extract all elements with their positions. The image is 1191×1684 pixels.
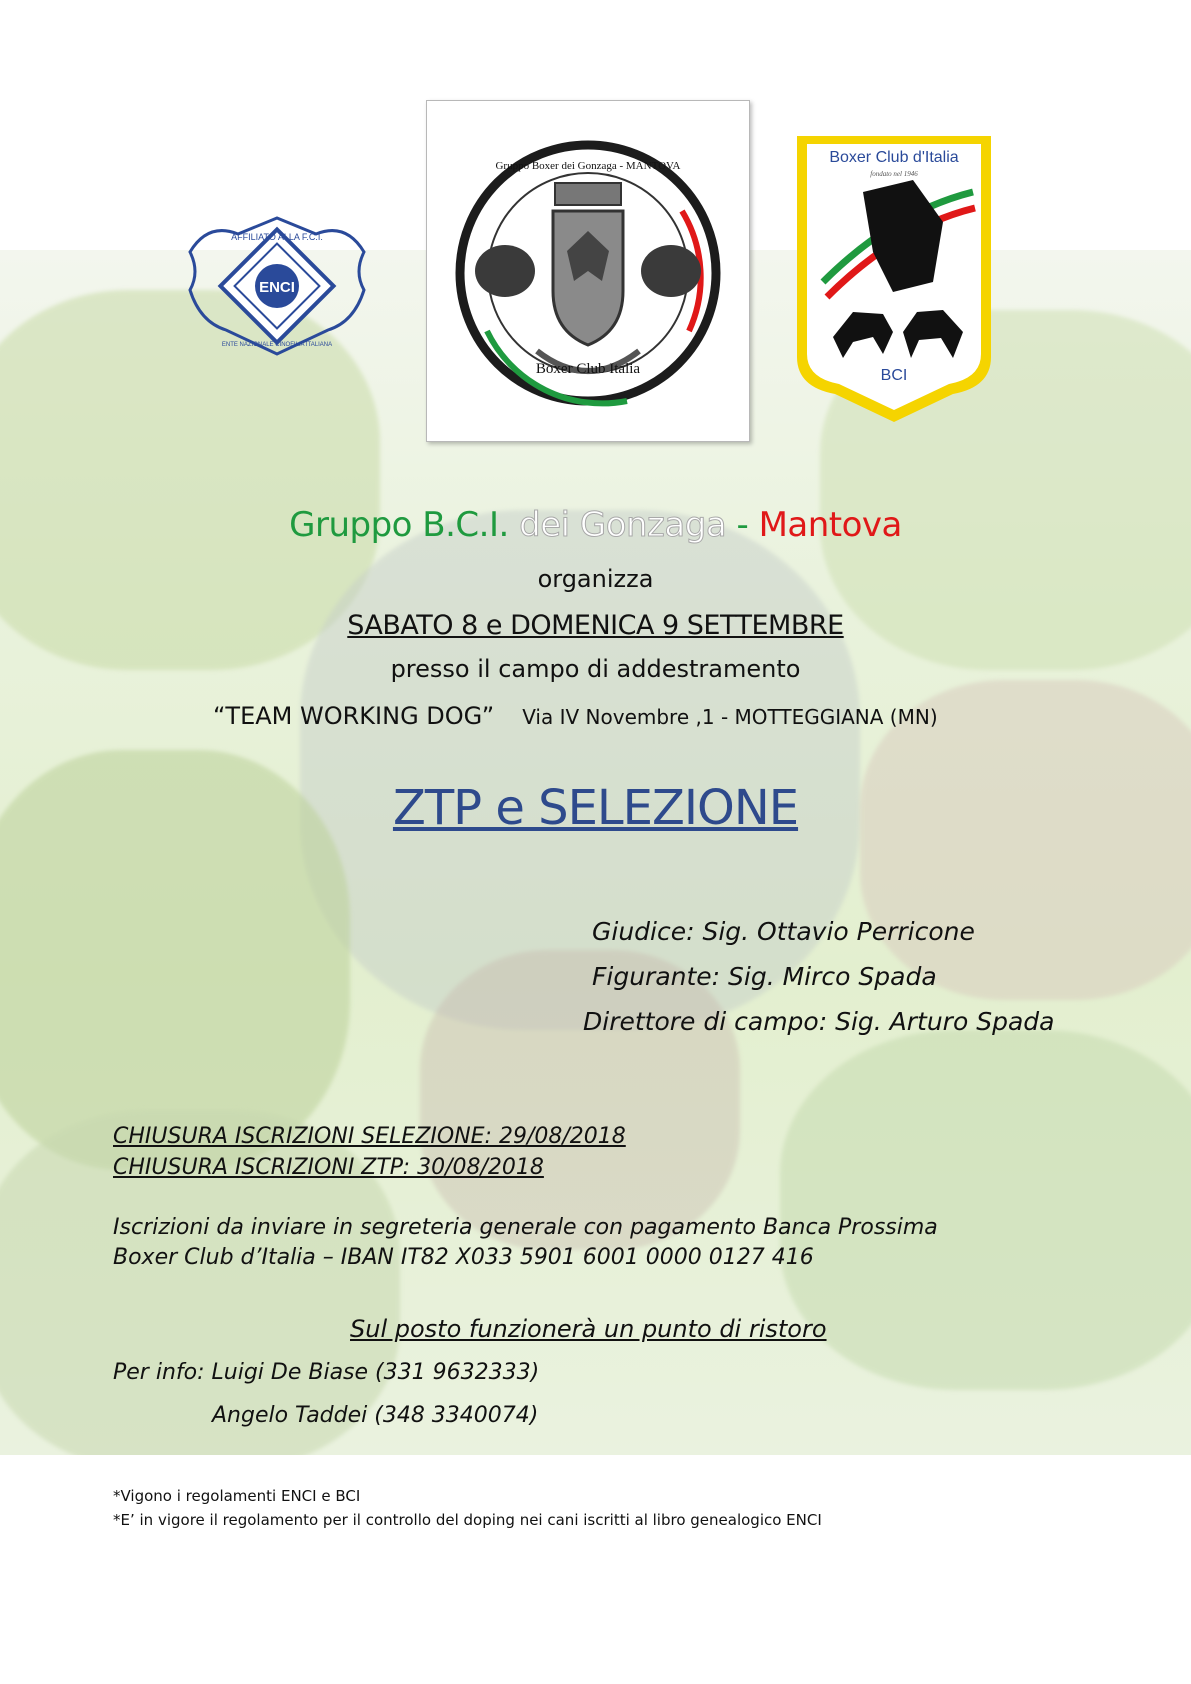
registration-line-2: Boxer Club d’Italia – IBAN IT82 X033 5901 6001 0000 0127 416 (113, 1245, 814, 1270)
bci-title: Boxer Club d'Italia (829, 149, 959, 166)
deadline-ztp: CHIUSURA ISCRIZIONI ZTP: 30/08/2018 (113, 1155, 544, 1180)
director-line: Direttore di campo: Sig. Arturo Spada (583, 1007, 1055, 1036)
bci-shield-logo (793, 132, 995, 426)
seal-top-text: Gruppo Boxer dei Gonzaga - MANTOVA (495, 160, 681, 172)
title-city: Mantova (758, 505, 902, 545)
organizza-text: organizza (537, 565, 654, 593)
gonzaga-seal-logo (427, 101, 749, 441)
seal-bottom-text: Boxer Club Italia (535, 361, 641, 377)
title-gonzaga: dei Gonzaga (519, 505, 727, 545)
venue-name: “TEAM WORKING DOG” (213, 702, 495, 730)
event-date: SABATO 8 e DOMENICA 9 SETTEMBRE (347, 610, 844, 641)
enci-affiliation-text: AFFILIATO ALLA F.C.I. (231, 232, 323, 242)
gonzaga-logo-frame (426, 100, 750, 442)
venue-intro: presso il campo di addestramento (390, 655, 801, 683)
deadline-selezione: CHIUSURA ISCRIZIONI SELEZIONE: 29/08/2018 (113, 1124, 626, 1149)
contact-line-2: Angelo Taddei (348 3340074) (212, 1403, 539, 1428)
venue-line (213, 702, 938, 730)
venue-address: Via IV Novembre ,1 - MOTTEGGIANA (MN) (522, 705, 938, 729)
footnote-2: *E’ in vigore il regolamento per il controllo del doping nei cani iscritti al libro genealogico ENCI (113, 1511, 822, 1529)
title-group: Gruppo B.C.I. (289, 505, 509, 545)
figurante-line: Figurante: Sig. Mirco Spada (592, 962, 937, 991)
bci-abbr: BCI (880, 367, 908, 384)
bci-subtitle: fondato nel 1946 (870, 170, 918, 178)
enci-logo (178, 212, 376, 360)
judge-line: Giudice: Sig. Ottavio Perricone (592, 917, 975, 946)
enci-abbr: ENCI (259, 279, 295, 296)
event-title: ZTP e SELEZIONE (392, 780, 799, 836)
page-title (0, 505, 1191, 545)
refreshment-notice: Sul posto funzionerà un punto di ristoro (350, 1315, 827, 1343)
title-dash: - (736, 505, 759, 545)
contact-line-1: Per info: Luigi De Biase (331 9632333) (113, 1360, 540, 1385)
footnote-1: *Vigono i regolamenti ENCI e BCI (113, 1487, 361, 1505)
enci-name-text: ENTE NAZIONALE CINOFILIA ITALIANA (221, 342, 333, 348)
registration-line-1: Iscrizioni da inviare in segreteria generale con pagamento Banca Prossima (113, 1215, 938, 1240)
